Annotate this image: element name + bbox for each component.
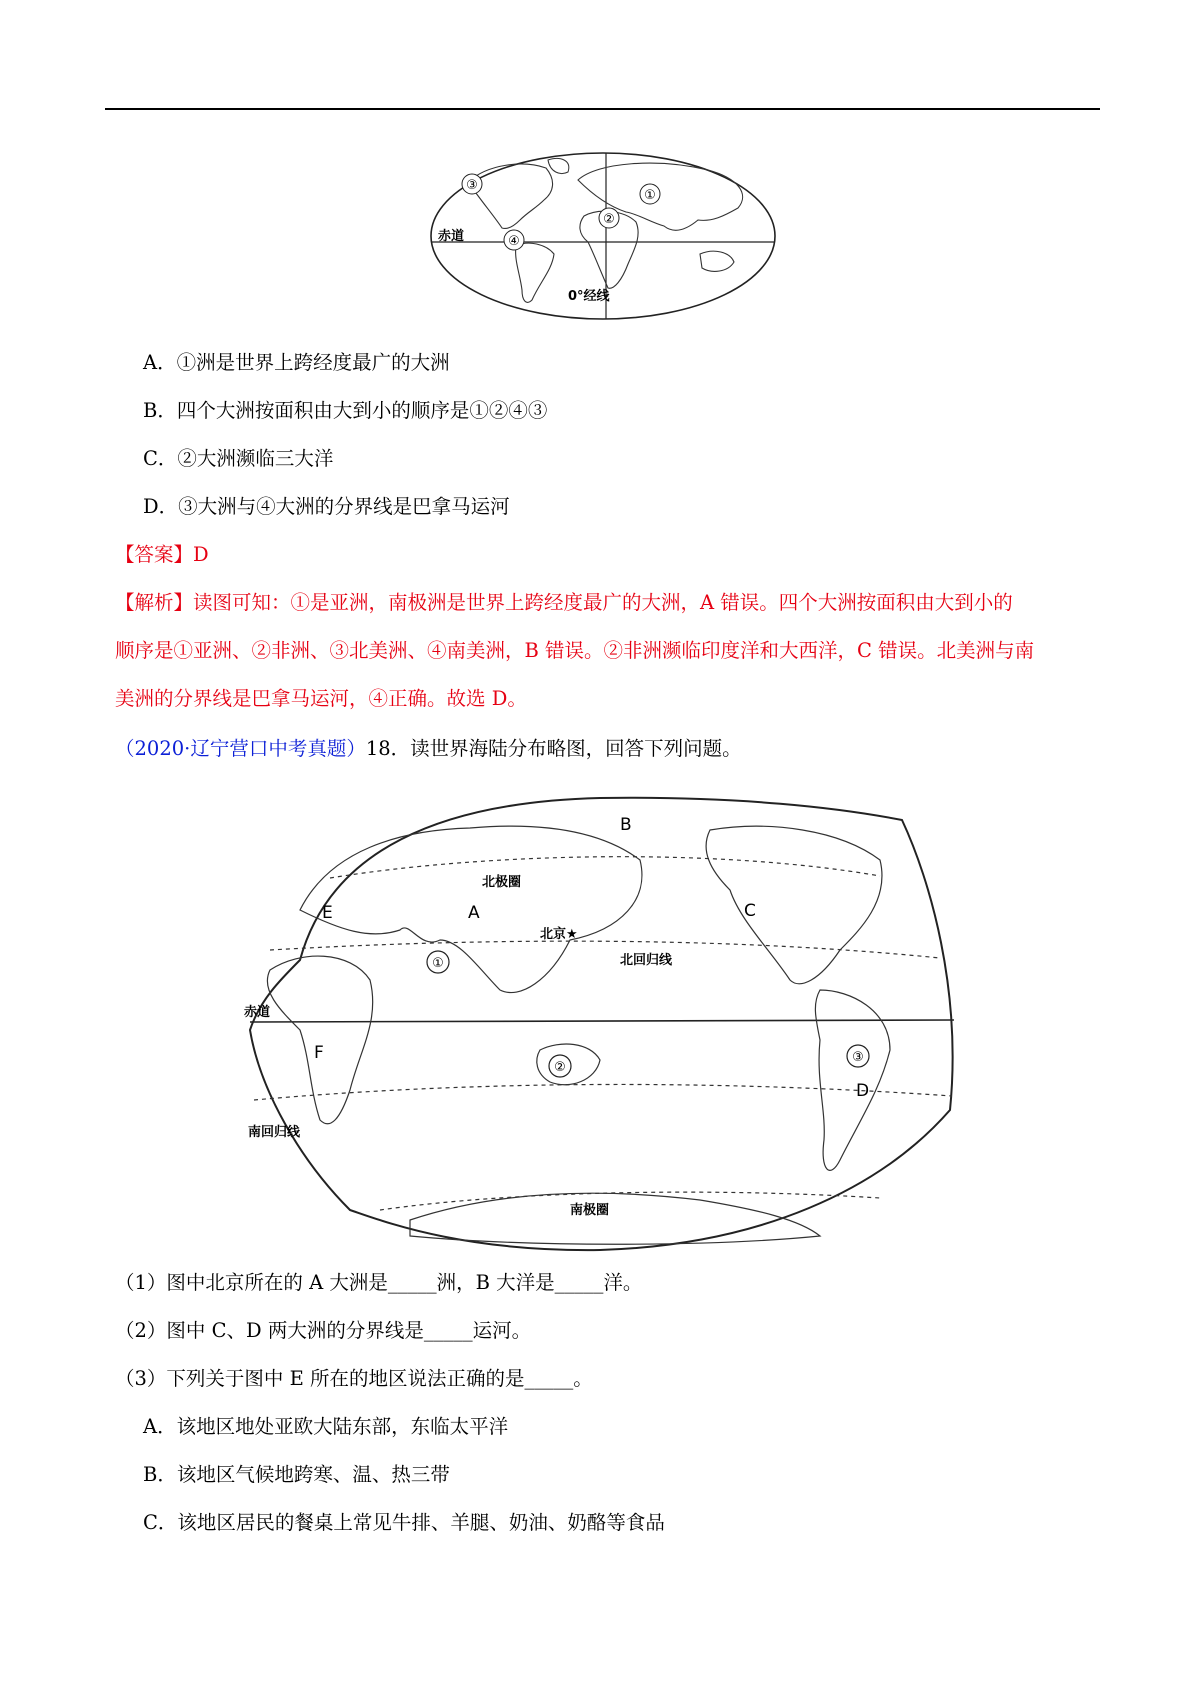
marker-4-label: ④ <box>508 234 520 249</box>
q18-sub-2: （2）图中 C、D 两大洲的分界线是_____运河。 <box>115 1319 532 1342</box>
answer-tag: 【答案】 <box>115 543 194 566</box>
map2-marker-3 <box>847 1045 869 1067</box>
map2-marker-2-label: ② <box>554 1060 566 1075</box>
answer-value: D <box>193 543 209 566</box>
q17-analysis-line-3: 美洲的分界线是巴拿马运河，④正确。故选 D。 <box>115 687 527 710</box>
q18-stem: 18．读世界海陆分布略图，回答下列问题。 <box>365 737 742 760</box>
tropic-south-label: 南回归线 <box>248 1125 301 1140</box>
map2-marker-3-label: ③ <box>852 1050 864 1065</box>
label-a: A <box>468 903 480 923</box>
label-f: F <box>314 1043 324 1063</box>
marker-3 <box>462 174 482 194</box>
q18-option-b: B．该地区气候地跨寒、温、热三带 <box>143 1463 450 1486</box>
q17-option-b: B．四个大洲按面积由大到小的顺序是①②④③ <box>143 399 548 422</box>
map2-marker-2 <box>549 1055 571 1077</box>
marker-1-label: ① <box>644 188 656 203</box>
equator-label: 赤道 <box>438 229 465 244</box>
q17-analysis-line-1 <box>115 588 1013 618</box>
label-d: D <box>856 1081 870 1101</box>
header-rule <box>105 108 1100 110</box>
q17-option-a: A．①洲是世界上跨经度最广的大洲 <box>143 351 450 374</box>
q18-stem-line <box>115 734 742 764</box>
marker-2 <box>599 208 619 228</box>
equator-label: 赤道 <box>244 1005 271 1020</box>
label-c: C <box>744 901 756 921</box>
label-b: B <box>620 815 632 835</box>
beijing-label: 北京★ <box>540 927 578 942</box>
analysis-tag: 【解析】 <box>115 591 194 614</box>
q17-option-c: C．②大洲濒临三大洋 <box>143 447 334 470</box>
marker-2-label: ② <box>603 212 615 227</box>
q18-sub-3: （3）下列关于图中 E 所在的地区说法正确的是_____。 <box>115 1367 593 1390</box>
marker-1 <box>640 184 660 204</box>
q18-source: （2020·辽宁营口中考真题） <box>115 737 366 760</box>
q17-answer <box>115 540 209 570</box>
world-map-continents <box>428 150 778 322</box>
label-e: E <box>322 903 333 923</box>
tropic-north-label: 北回归线 <box>620 953 673 968</box>
meridian-label: 0°经线 <box>568 289 610 304</box>
q17-option-d: D．③大洲与④大洲的分界线是巴拿马运河 <box>143 495 510 518</box>
world-sea-land-map <box>240 790 970 1260</box>
map-frame <box>250 798 953 1250</box>
antarctic-circle-label: 南极圈 <box>570 1203 610 1218</box>
q18-option-c: C．该地区居民的餐桌上常见牛排、羊腿、奶油、奶酪等食品 <box>143 1511 665 1534</box>
map2-marker-1 <box>427 951 449 973</box>
analysis-text-1: 读图可知：①是亚洲，南极洲是世界上跨经度最广的大洲，A 错误。四个大洲按面积由大到小的 <box>193 591 1013 614</box>
map2-marker-1-label: ① <box>432 956 444 971</box>
q18-option-a: A．该地区地处亚欧大陆东部，东临太平洋 <box>143 1415 509 1438</box>
marker-4 <box>504 230 524 250</box>
arctic-circle-label: 北极圈 <box>482 875 522 890</box>
q18-sub-1: （1）图中北京所在的 A 大洲是_____洲，B 大洋是_____洋。 <box>115 1271 643 1294</box>
q17-analysis-line-2: 顺序是①亚洲、②非洲、③北美洲、④南美洲，B 错误。②非洲濒临印度洋和大西洋，C 错误。北美洲与南 <box>115 639 1035 662</box>
marker-3-label: ③ <box>466 178 478 193</box>
